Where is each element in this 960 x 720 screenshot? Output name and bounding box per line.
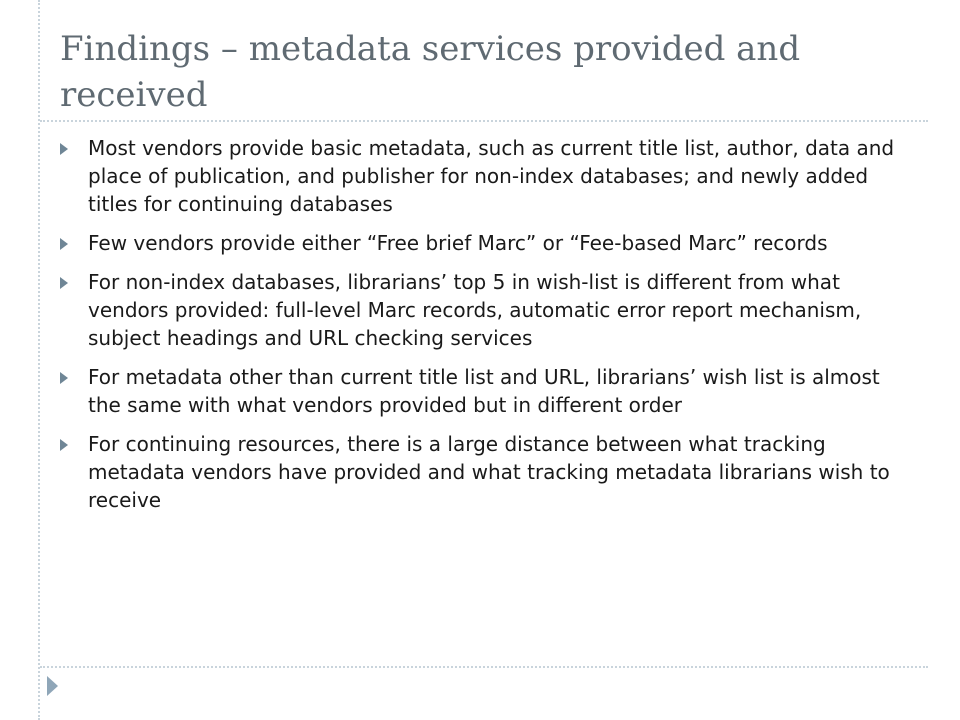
bullet-item-1 — [60, 134, 900, 218]
side-dotted-rule — [38, 0, 40, 720]
bullet-item-4 — [60, 363, 900, 419]
bullet-item-3 — [60, 268, 900, 352]
footer-divider — [40, 666, 928, 668]
triangle-bullet-icon — [60, 143, 68, 155]
triangle-bullet-icon — [60, 439, 68, 451]
title-divider — [40, 120, 928, 122]
triangle-bullet-icon — [60, 238, 68, 250]
bullet-text-4: For metadata other than current title list and URL, librarians’ wish list is almost the same with what vendors provided but in different order — [88, 365, 880, 417]
triangle-bullet-icon — [60, 277, 68, 289]
slide-title: Findings – metadata services provided and received — [60, 29, 801, 115]
bullet-item-5 — [60, 430, 900, 514]
bullet-text-2: Few vendors provide either “Free brief Marc” or “Fee-based Marc” records — [88, 231, 828, 255]
bullet-item-2 — [60, 229, 900, 257]
corner-arrow-icon — [47, 676, 58, 696]
bullet-text-3: For non-index databases, librarians’ top 5 in wish-list is different from what vendors provided: full-level Marc records, automatic error report mechanism, subject headings and URL checking services — [88, 270, 862, 350]
bullet-text-1: Most vendors provide basic metadata, such as current title list, author, data and place of publication, and publisher for non-index databases; and newly added titles for continuing databases — [88, 136, 895, 216]
bullet-text-5: For continuing resources, there is a large distance between what tracking metadata vendors have provided and what tracking metadata librarians wish to receive — [88, 432, 890, 512]
bullet-list — [60, 134, 900, 525]
triangle-bullet-icon — [60, 372, 68, 384]
